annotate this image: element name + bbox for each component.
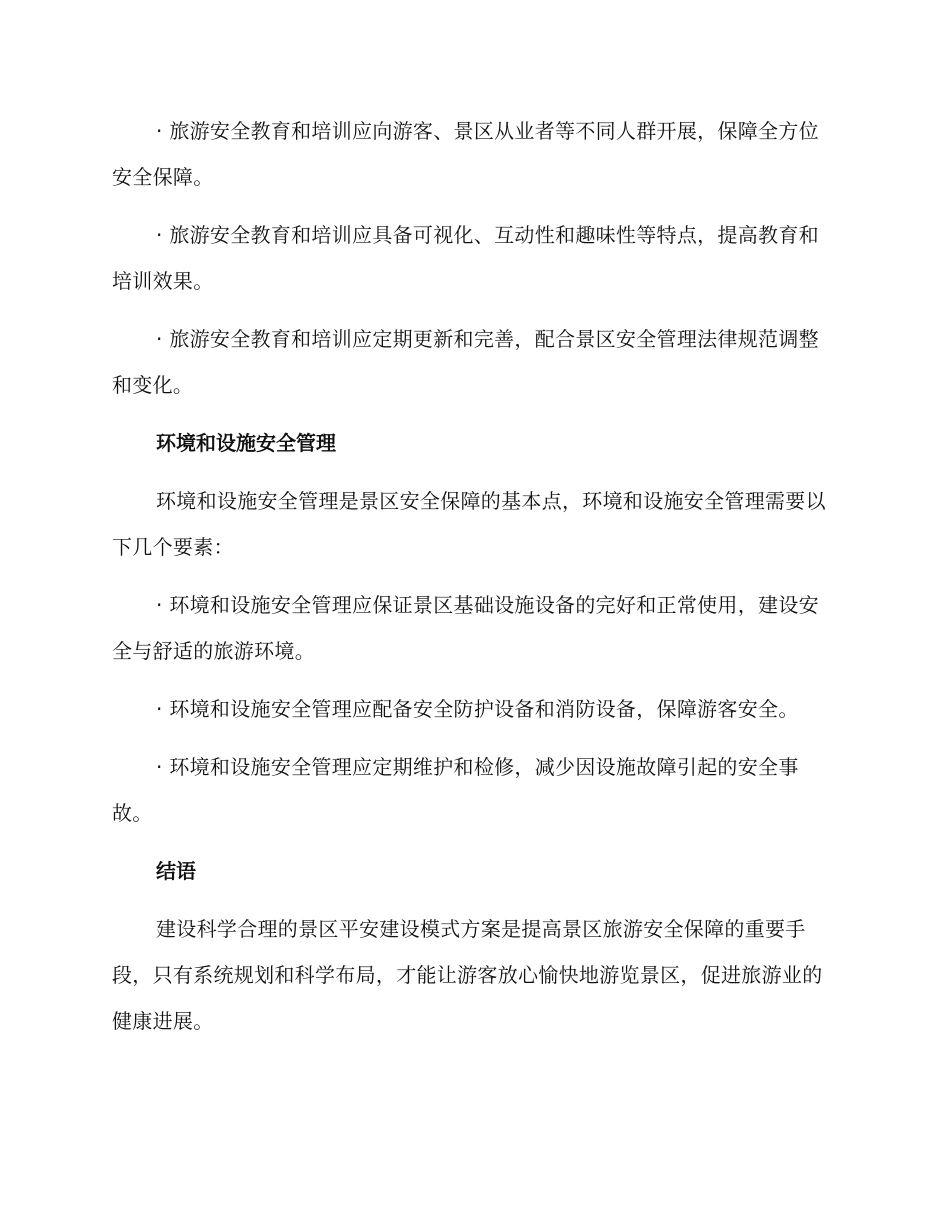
- bullet-paragraph: · 旅游安全教育和培训应具备可视化、互动性和趣味性等特点，提高教育和培训效果。: [112, 223, 819, 293]
- bullet-paragraph: · 旅游安全教育和培训应向游客、景区从业者等不同人群开展，保障全方位安全保障。: [112, 119, 819, 189]
- bullet-paragraph: · 环境和设施安全管理应定期维护和检修，减少因设施故障引起的安全事故。: [112, 755, 799, 825]
- document-page: [112, 108, 832, 1056]
- conclusion-paragraph: 建设科学合理的景区平安建设模式方案是提高景区旅游安全保障的重要手段，只有系统规划和科学布局，才能让游客放心愉快地游览景区，促进旅游业的健康进展。: [112, 917, 823, 1033]
- bullet-paragraph: · 环境和设施安全管理应保证景区基础设施设备的完好和正常使用，建设安全与舒适的旅游环境。: [112, 593, 819, 663]
- body-paragraph: 环境和设施安全管理是景区安全保障的基本点，环境和设施安全管理需要以下几个要素：: [112, 489, 826, 559]
- section-heading: 结语: [156, 859, 196, 883]
- section-heading: 环境和设施安全管理: [156, 431, 336, 455]
- bullet-paragraph: · 旅游安全教育和培训应定期更新和完善，配合景区安全管理法律规范调整和变化。: [112, 327, 819, 397]
- bullet-paragraph: · 环境和设施安全管理应配备安全防护设备和消防设备，保障游客安全。: [156, 697, 799, 721]
